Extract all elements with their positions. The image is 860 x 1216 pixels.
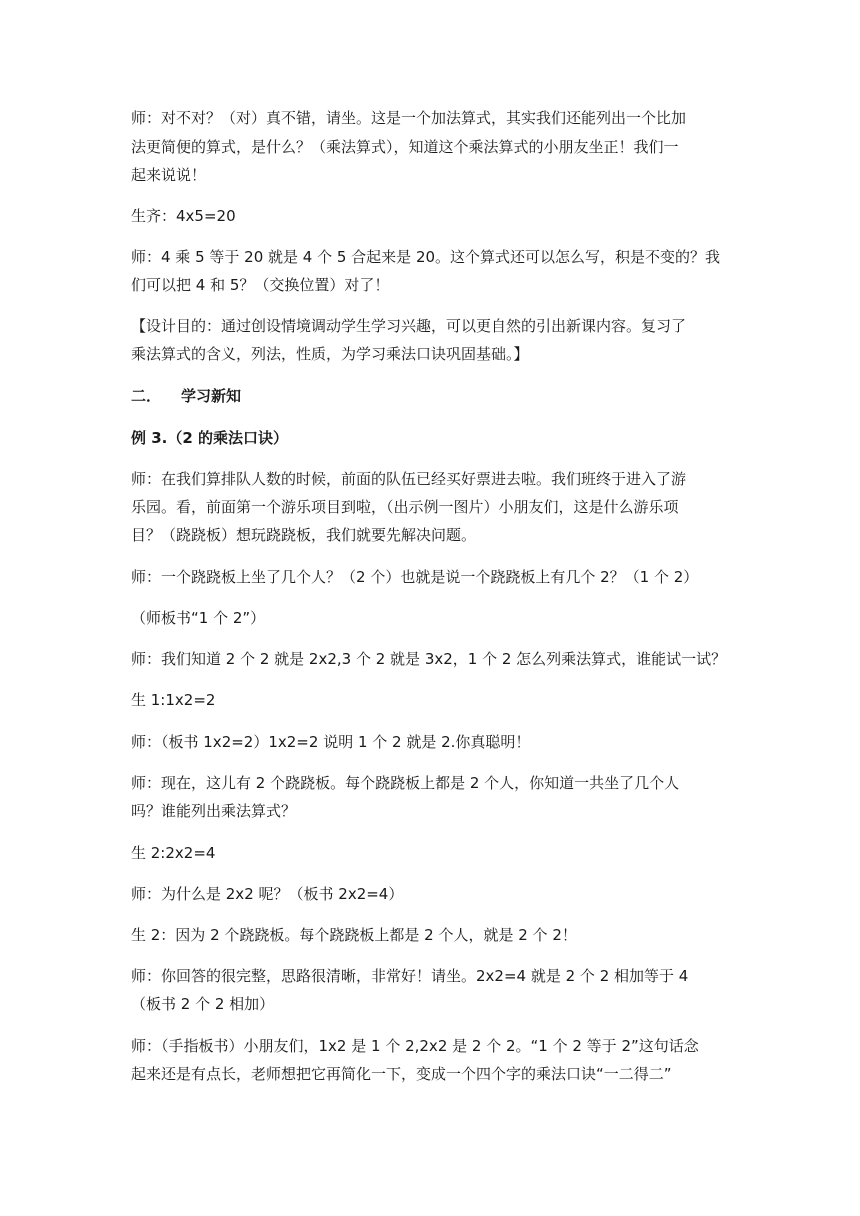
paragraph-line: 师：为什么是 2x2 呢？（板书 2x2=4） xyxy=(131,885,404,903)
paragraph-line: 生 2:2x2=4 xyxy=(131,844,216,862)
paragraph-line: 师：现在，这儿有 2 个跷跷板。每个跷跷板上都是 2 个人，你知道一共坐了几个人 xyxy=(131,774,680,792)
paragraph-line: 生齐：4x5=20 xyxy=(131,207,236,225)
example-heading: 例 3.（2 的乘法口诀） xyxy=(131,429,289,447)
paragraph-line: （师板书“1 个 2”） xyxy=(131,609,266,627)
paragraph-line: 目？（跷跷板）想玩跷跷板，我们就要先解决问题。 xyxy=(131,526,477,544)
paragraph-line: 起来说说！ xyxy=(131,166,207,184)
section-heading xyxy=(131,386,740,406)
paragraph-line: 法更简便的算式，是什么？（乘法算式），知道这个乘法算式的小朋友坐正！我们一 xyxy=(131,138,679,156)
paragraph-line: 【设计目的：通过创设情境调动学生学习兴趣，可以更自然的引出新课内容。复习了 xyxy=(131,317,687,335)
paragraph-line: 们可以把 4 和 5？（交换位置）对了！ xyxy=(131,276,390,294)
paragraph-line: 师：（手指板书）小朋友们，1x2 是 1 个 2,2x2 是 2 个 2。“1 个 2 等于 2”这句话念 xyxy=(131,1037,699,1055)
paragraph-line: 师：一个跷跷板上坐了几个人？（2 个）也就是说一个跷跷板上有几个 2？（1 个 2） xyxy=(131,568,699,586)
paragraph-line: 生 2：因为 2 个跷跷板。每个跷跷板上都是 2 个人，就是 2 个 2！ xyxy=(131,926,577,944)
section-number: 二． xyxy=(131,387,162,405)
paragraph-line: 师：我们知道 2 个 2 就是 2x2,3 个 2 就是 3x2，1 个 2 怎么列乘法算式，谁能试一试？ xyxy=(131,650,727,668)
paragraph-line: 师：对不对？（对）真不错，请坐。这是一个加法算式，其实我们还能列出一个比加 xyxy=(131,109,687,127)
paragraph-line: 吗？谁能列出乘法算式？ xyxy=(131,802,297,820)
paragraph-line: （板书 2 个 2 相加） xyxy=(131,995,275,1013)
paragraph-line: 师：在我们算排队人数的时候，前面的队伍已经买好票进去啦。我们班终于进入了游 xyxy=(131,470,687,488)
paragraph-line: 师：4 乘 5 等于 20 就是 4 个 5 合起来是 20。这个算式还可以怎么写，积是不变的？我 xyxy=(131,248,721,266)
paragraph-line: 生 1:1x2=2 xyxy=(131,691,216,709)
paragraph-line: 师：你回答的很完整，思路很清晰，非常好！请坐。2x2=4 就是 2 个 2 相加等于 4 xyxy=(131,967,689,985)
section-title: 学习新知 xyxy=(181,387,242,405)
paragraph-line: 乘法算式的含义，列法，性质，为学习乘法口诀巩固基础。】 xyxy=(131,345,529,363)
paragraph-line: 起来还是有点长，老师想把它再简化一下，变成一个四个字的乘法口诀“一二得二” xyxy=(131,1065,672,1083)
paragraph-line: 乐园。看，前面第一个游乐项目到啦，（出示例一图片）小朋友们，这是什么游乐项 xyxy=(131,498,679,516)
paragraph-line: 师：（板书 1x2=2）1x2=2 说明 1 个 2 就是 2.你真聪明！ xyxy=(131,733,531,751)
